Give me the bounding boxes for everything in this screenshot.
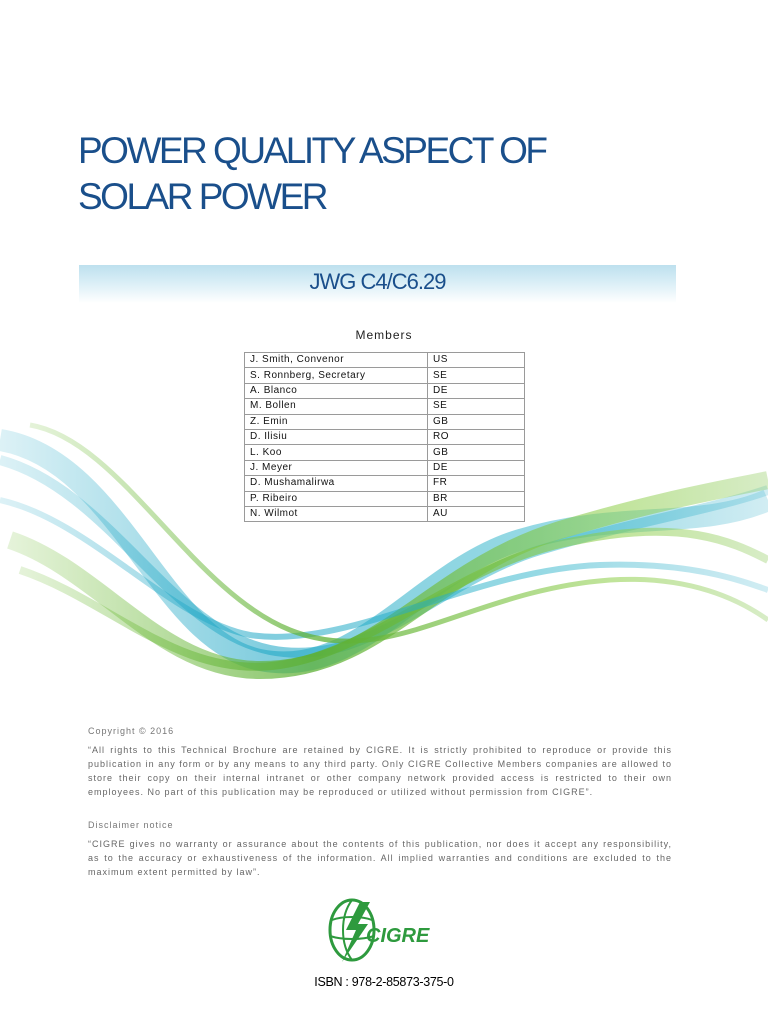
member-name: S. Ronnberg, Secretary <box>245 368 428 383</box>
member-name: M. Bollen <box>245 399 428 414</box>
member-country: AU <box>428 506 525 521</box>
member-row <box>245 368 525 383</box>
title-line-2: SOLAR POWER <box>78 176 326 217</box>
disclaimer-heading: Disclaimer notice <box>88 820 174 830</box>
member-row <box>245 460 525 475</box>
member-country: SE <box>428 368 525 383</box>
member-row <box>245 445 525 460</box>
member-name: J. Meyer <box>245 460 428 475</box>
member-name: J. Smith, Convenor <box>245 353 428 368</box>
members-table-body <box>245 353 525 522</box>
member-row <box>245 476 525 491</box>
member-name: P. Ribeiro <box>245 491 428 506</box>
member-country: DE <box>428 460 525 475</box>
member-country: RO <box>428 429 525 444</box>
member-name: L. Koo <box>245 445 428 460</box>
member-name: A. Blanco <box>245 383 428 398</box>
member-name: Z. Emin <box>245 414 428 429</box>
disclaimer-text: “CIGRE gives no warranty or assurance about the contents of this publication, nor does it accept any responsibility, as to the accuracy or exhaustiveness of the information. All implied warranties and conditions are excluded to the maximum extent permitted by law”. <box>88 839 672 877</box>
document-title <box>78 128 698 220</box>
working-group-banner <box>79 265 676 303</box>
working-group-label: JWG C4/C6.29 <box>309 269 446 294</box>
member-country: SE <box>428 399 525 414</box>
member-country: BR <box>428 491 525 506</box>
member-country: FR <box>428 476 525 491</box>
cigre-logo-text: CIGRE <box>366 925 430 947</box>
member-row <box>245 353 525 368</box>
cigre-logo <box>322 896 434 966</box>
members-heading: Members <box>355 328 413 342</box>
member-country: GB <box>428 445 525 460</box>
copyright-text: “All rights to this Technical Brochure are retained by CIGRE. It is strictly prohibited to reproduce or provide this publication in any form or by any means to any third party. Only CIGRE Collective Members companies are allowed to store their copy on their internal intranet or other company network provided access is restricted to their own employees. No part of this publication may be reproduced or utilized without permission from CIGRE”. <box>88 745 672 797</box>
member-row <box>245 414 525 429</box>
member-row <box>245 429 525 444</box>
members-table <box>244 352 525 522</box>
member-name: N. Wilmot <box>245 506 428 521</box>
member-country: GB <box>428 414 525 429</box>
isbn: ISBN : 978-2-85873-375-0 <box>314 975 454 989</box>
title-line-1: POWER QUALITY ASPECT OF <box>78 130 546 171</box>
member-row <box>245 506 525 521</box>
member-row <box>245 383 525 398</box>
member-name: D. Ilisiu <box>245 429 428 444</box>
member-row <box>245 399 525 414</box>
member-row <box>245 491 525 506</box>
member-name: D. Mushamalirwa <box>245 476 428 491</box>
member-country: DE <box>428 383 525 398</box>
member-country: US <box>428 353 525 368</box>
copyright-label: Copyright © 2016 <box>88 726 175 736</box>
